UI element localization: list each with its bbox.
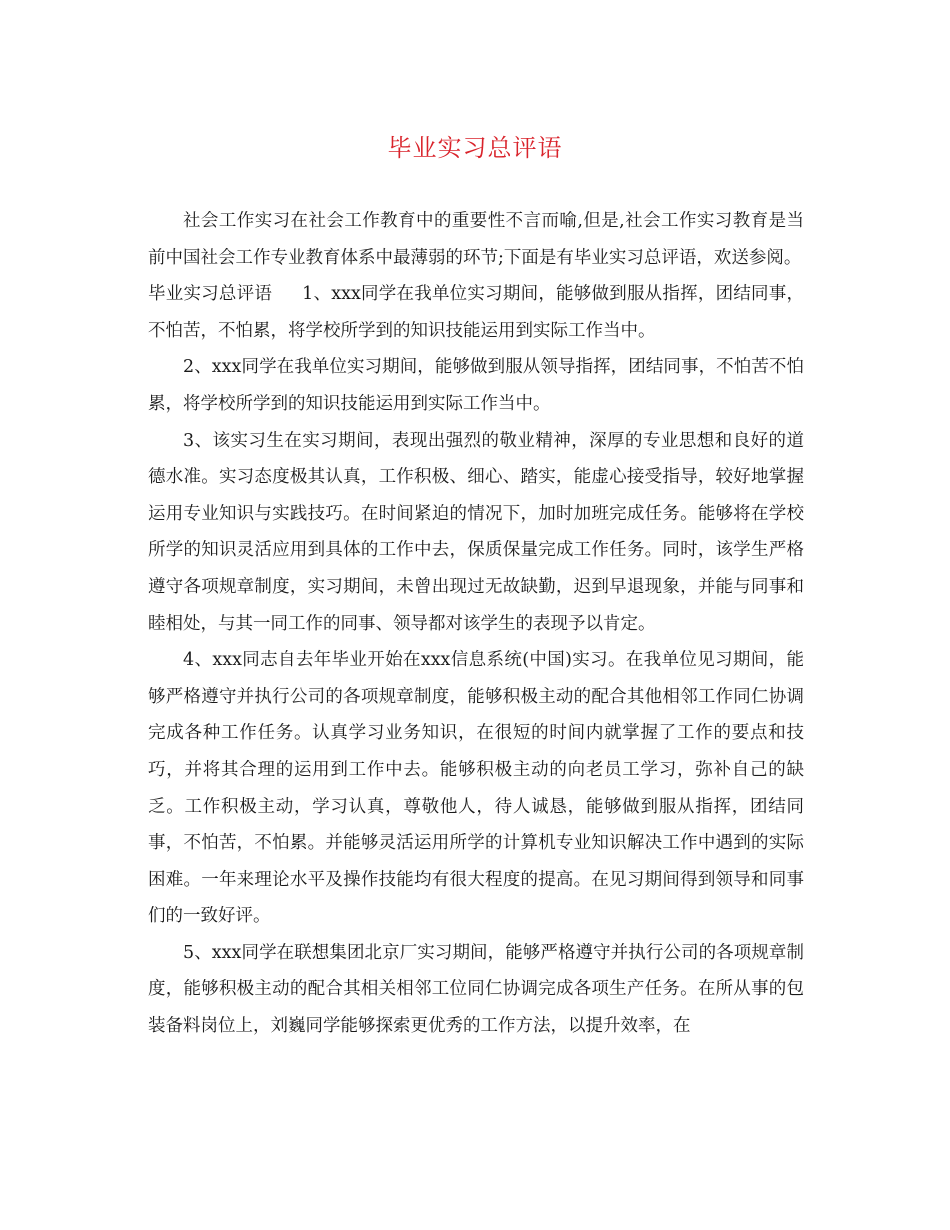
entry-text: 1、xxx同学在我单位实习期间，能够做到服从指挥，团结同事，不怕苦，不怕累，将学校所学到的知识技能运用到实际工作当中。 bbox=[148, 284, 805, 341]
entry-paragraph: 5、xxx同学在联想集团北京厂实习期间，能够严格遵守并执行公司的各项规章制度，能够积极主动的配合其相关相邻工位同仁协调完成各项生产任务。在所从事的包装备料岗位上，刘巍同学能够探索更优秀的工作方法，以提升效率，在 bbox=[148, 942, 804, 1037]
intro-paragraph: 社会工作实习在社会工作教育中的重要性不言而喻,但是,社会工作实习教育是当前中国社会工作专业教育体系中最薄弱的环节;下面是有毕业实习总评语，欢送参阅。 bbox=[148, 211, 804, 268]
first-entry-paragraph bbox=[148, 276, 804, 349]
section-heading: 毕业实习总评语 bbox=[148, 284, 273, 305]
entry-paragraph: 2、xxx同学在我单位实习期间，能够做到服从领导指挥，团结同事，不怕苦不怕累，将学校所学到的知识技能运用到实际工作当中。 bbox=[148, 357, 804, 414]
entry-paragraph: 3、该实习生在实习期间，表现出强烈的敬业精神，深厚的专业思想和良好的道德水准。实习态度极其认真，工作积极、细心、踏实，能虚心接受指导，较好地掌握运用专业知识与实践技巧。在时间紧迫的情况下，加时加班完成任务。能够将在学校所学的知识灵活应用到具体的工作中去，保质保量完成工作任务。同时，该学生严格遵守各项规章制度，实习期间，未曾出现过无故缺勤，迟到早退现象，并能与同事和睦相处，与其一同工作的同事、领导都对该学生的表现予以肯定。 bbox=[148, 430, 804, 634]
document-body bbox=[148, 203, 804, 1045]
document-title: 毕业实习总评语 bbox=[387, 134, 563, 162]
entry-paragraph: 4、xxx同志自去年毕业开始在xxx信息系统(中国)实习。在我单位见习期间，能够严格遵守并执行公司的各项规章制度，能够积极主动的配合其他相邻工作同仁协调完成各种工作任务。认真学习业务知识，在很短的时间内就掌握了工作的要点和技巧，并将其合理的运用到工作中去。能够积极主动的向老员工学习，弥补自己的缺乏。工作积极主动，学习认真，尊敬他人，待人诚恳，能够做到服从指挥，团结同事，不怕苦，不怕累。并能够灵活运用所学的计算机专业知识解决工作中遇到的实际困难。一年来理论水平及操作技能均有很大程度的提高。在见习期间得到领导和同事们的一致好评。 bbox=[148, 650, 804, 927]
